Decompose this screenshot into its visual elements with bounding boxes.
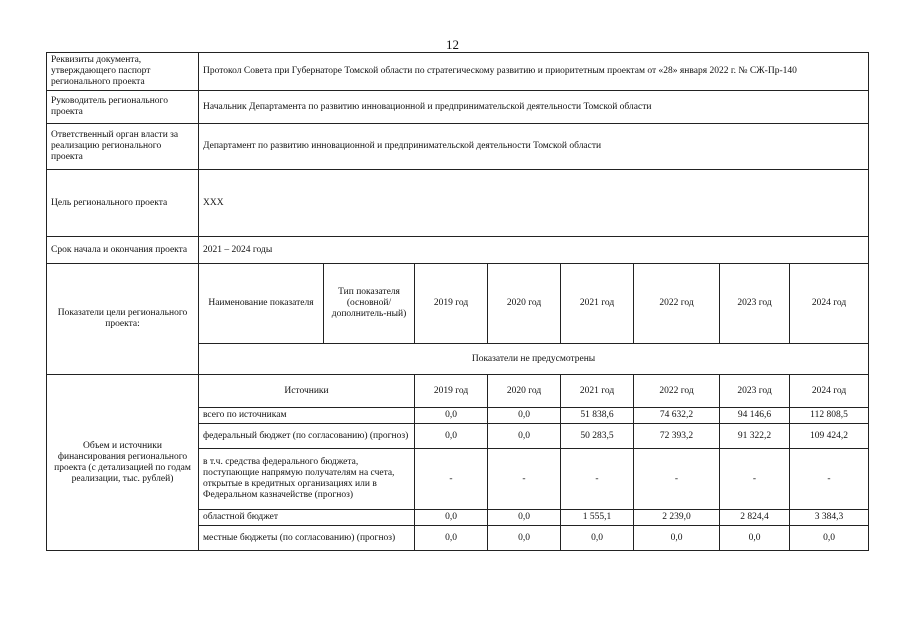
row-value: 2021 – 2024 годы [199, 237, 869, 264]
row-label: Руководитель регионального проекта [47, 91, 199, 124]
value-cell: 74 632,2 [634, 408, 720, 424]
row-label: Цель регионального проекта [47, 170, 199, 237]
value-cell: - [634, 449, 720, 510]
page-number: 12 [446, 37, 459, 52]
year-header: 2019 год [415, 264, 488, 344]
value-cell: 2 239,0 [634, 510, 720, 526]
value-cell: - [415, 449, 488, 510]
indicators-note: Показатели не предусмотрены [199, 344, 869, 375]
value-cell: 0,0 [415, 526, 488, 551]
value-cell: 94 146,6 [720, 408, 790, 424]
year-header: 2022 год [634, 375, 720, 408]
table-row [47, 237, 869, 264]
table-row [47, 170, 869, 237]
value-cell: 72 393,2 [634, 424, 720, 449]
year-header: 2020 год [488, 264, 561, 344]
year-header: 2024 год [790, 264, 869, 344]
row-label: Срок начала и окончания проекта [47, 237, 199, 264]
value-cell: - [488, 449, 561, 510]
value-cell: - [720, 449, 790, 510]
year-header: 2021 год [561, 264, 634, 344]
year-header: 2019 год [415, 375, 488, 408]
passport-table [46, 52, 869, 551]
value-cell: 0,0 [720, 526, 790, 551]
indicator-type-header: Тип показателя (основной/ дополнитель-ный) [324, 264, 415, 344]
value-cell: - [561, 449, 634, 510]
value-cell: 112 808,5 [790, 408, 869, 424]
value-cell: 91 322,2 [720, 424, 790, 449]
source-label: в т.ч. средства федерального бюджета, поступающие напрямую получателям на счета, открытые в кредитных организациях или в Федеральном казначействе (прогноз) [199, 449, 415, 510]
sources-header: Источники [199, 375, 415, 408]
year-header: 2022 год [634, 264, 720, 344]
table-row [47, 53, 869, 91]
value-cell: 0,0 [488, 408, 561, 424]
row-label: Реквизиты документа, утверждающего паспорт регионального проекта [47, 53, 199, 91]
value-cell: 2 824,4 [720, 510, 790, 526]
source-label: местные бюджеты (по согласованию) (прогноз) [199, 526, 415, 551]
indicators-header-row [47, 264, 869, 344]
source-label: областной бюджет [199, 510, 415, 526]
value-cell: 0,0 [488, 424, 561, 449]
table-row [47, 91, 869, 124]
value-cell: 1 555,1 [561, 510, 634, 526]
value-cell: 0,0 [790, 526, 869, 551]
indicators-section-label: Показатели цели регионального проекта: [47, 264, 199, 375]
year-header: 2020 год [488, 375, 561, 408]
value-cell: 3 384,3 [790, 510, 869, 526]
value-cell: 51 838,6 [561, 408, 634, 424]
value-cell: 0,0 [634, 526, 720, 551]
year-header: 2023 год [720, 264, 790, 344]
row-value: ХХХ [199, 170, 869, 237]
table-row [47, 124, 869, 170]
row-label: Ответственный орган власти за реализацию регионального проекта [47, 124, 199, 170]
value-cell: 109 424,2 [790, 424, 869, 449]
year-header: 2024 год [790, 375, 869, 408]
value-cell: 0,0 [415, 424, 488, 449]
source-label: федеральный бюджет (по согласованию) (прогноз) [199, 424, 415, 449]
value-cell: 0,0 [415, 510, 488, 526]
row-value: Протокол Совета при Губернаторе Томской области по стратегическому развитию и приоритетным проектам от «28» января 2022 г. № СЖ-Пр-140 [199, 53, 869, 91]
indicator-name-header: Наименование показателя [199, 264, 324, 344]
value-cell: 0,0 [488, 526, 561, 551]
row-value: Начальник Департамента по развитию инновационной и предпринимательской деятельности Томской области [199, 91, 869, 124]
row-value: Департамент по развитию инновационной и предпринимательской деятельности Томской области [199, 124, 869, 170]
value-cell: 50 283,5 [561, 424, 634, 449]
year-header: 2023 год [720, 375, 790, 408]
value-cell: 0,0 [488, 510, 561, 526]
financing-header-row [47, 375, 869, 408]
year-header: 2021 год [561, 375, 634, 408]
value-cell: 0,0 [561, 526, 634, 551]
value-cell: 0,0 [415, 408, 488, 424]
financing-section-label: Объем и источники финансирования регионального проекта (с детализацией по годам реализации, тыс. рублей) [47, 375, 199, 551]
source-label: всего по источникам [199, 408, 415, 424]
value-cell: - [790, 449, 869, 510]
